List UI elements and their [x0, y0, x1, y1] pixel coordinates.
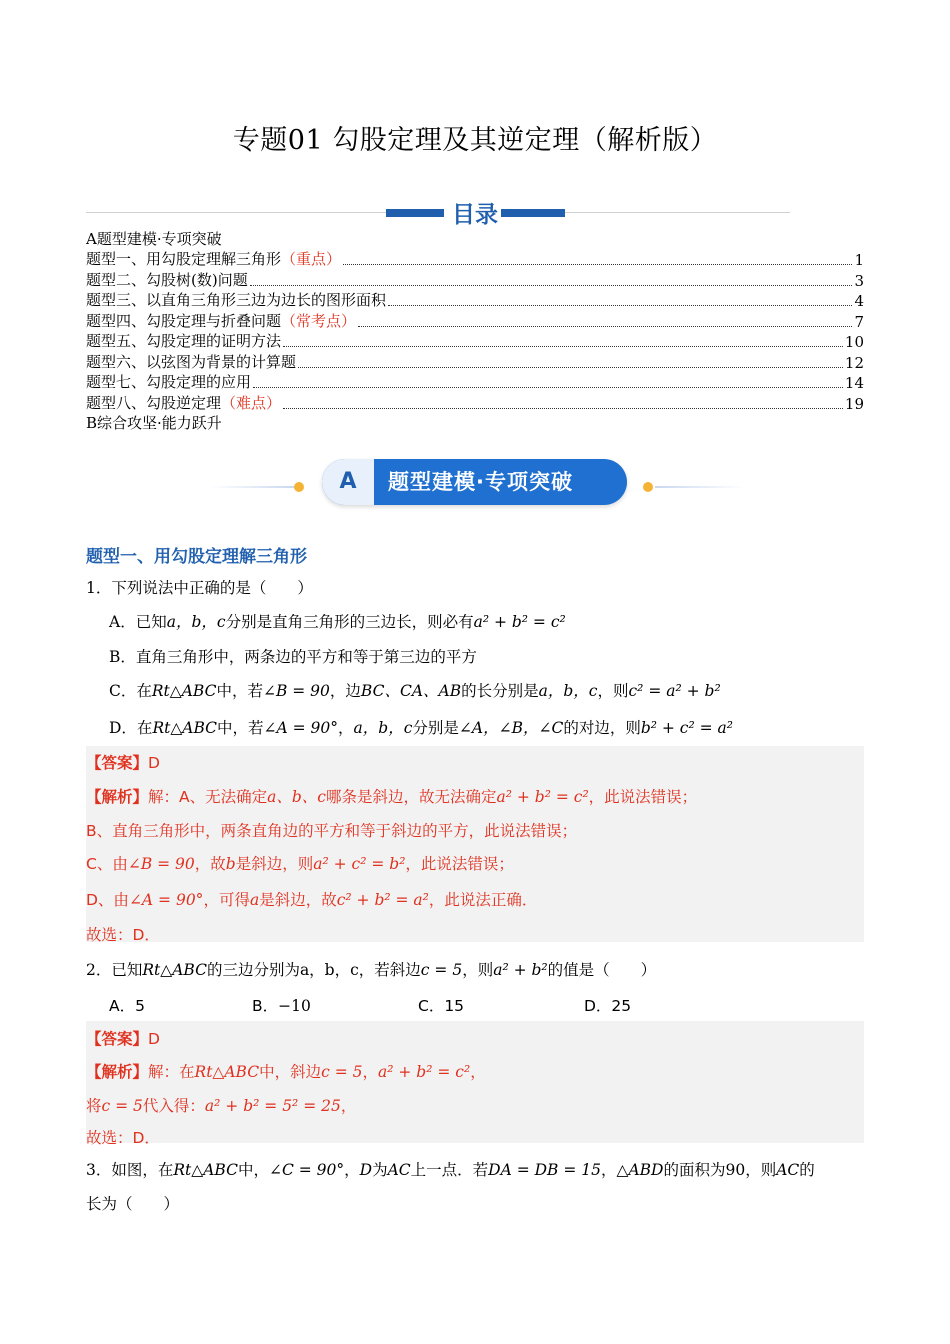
- divider: [655, 486, 745, 488]
- answer-box: [86, 1021, 864, 1143]
- answer-box: [86, 746, 864, 942]
- toc-entry[interactable]: [86, 228, 864, 249]
- option-b: B．−10: [252, 997, 311, 1015]
- toc-entry[interactable]: [86, 392, 864, 413]
- toc-leader: [283, 408, 843, 409]
- section-banner: [322, 459, 627, 505]
- toc-leader: [250, 285, 853, 286]
- divider: [210, 486, 295, 488]
- banner-letter: A: [322, 459, 374, 505]
- toc-entry-label: 题型三、以直角三角形三边为边长的图形面积: [86, 291, 387, 309]
- analysis-line: 【解析】解：A、无法确定a、b、c哪条是斜边，故无法确定a² + b² = c²，此说法错误；: [86, 788, 698, 806]
- toc-leader: [358, 326, 852, 327]
- toc-entry[interactable]: [86, 351, 864, 372]
- toc-page-number: 1: [854, 251, 864, 269]
- toc-leader: [343, 264, 852, 265]
- answer-line: 【答案】D: [86, 754, 160, 772]
- banner-text: 题型建模·专项突破: [388, 470, 573, 494]
- toc-page-number: 7: [854, 312, 864, 331]
- toc-entry-label: 题型一、用勾股定理解三角形: [86, 250, 282, 268]
- toc-entry[interactable]: [86, 413, 864, 434]
- toc-entry-label: 题型八、勾股逆定理: [86, 393, 222, 412]
- toc-entry[interactable]: [86, 310, 864, 331]
- option-d: D．25: [584, 997, 632, 1015]
- analysis-line: D、由∠A = 90°，可得a是斜边，故c² + b² = a²，此说法正确．: [86, 891, 538, 909]
- toc-entry-label: 题型五、勾股定理的证明方法: [86, 332, 282, 350]
- analysis-line: C、由∠B = 90，故b是斜边，则a² + c² = b²，此说法错误；: [86, 855, 514, 873]
- toc-entry-label: 题型七、勾股定理的应用: [86, 373, 252, 391]
- toc-entry[interactable]: [86, 249, 864, 270]
- toc-entry[interactable]: [86, 372, 864, 393]
- analysis-line: 故选：D．: [86, 1129, 160, 1147]
- toc-bar-right: [501, 209, 565, 217]
- option-b: B．直角三角形中，两条边的平方和等于第三边的平方: [109, 648, 477, 666]
- option-a: A．已知a，b，c分别是直角三角形的三边长，则必有a² + b² = c²: [109, 613, 566, 631]
- toc-entry-tag: （常考点）: [281, 311, 357, 330]
- toc-entry-label: 题型四、勾股定理与折叠问题: [86, 311, 282, 330]
- dot-decoration: [294, 482, 304, 492]
- toc-entry[interactable]: [86, 290, 864, 311]
- toc-page-number: 10: [844, 333, 864, 351]
- toc-entry[interactable]: [86, 269, 864, 290]
- toc-leader: [283, 346, 843, 347]
- divider: [565, 212, 790, 213]
- toc-entry[interactable]: [86, 331, 864, 352]
- dot-decoration: [643, 482, 653, 492]
- analysis-line: B、直角三角形中，两条直角边的平方和等于斜边的平方，此说法错误；: [86, 822, 578, 840]
- toc-page-number: 12: [844, 353, 864, 372]
- toc-leader: [388, 305, 852, 306]
- option-a: A．5: [109, 997, 145, 1015]
- question-stem-continued: 长为（ ）: [86, 1195, 180, 1213]
- analysis-line: 【解析】解：在Rt△ABC中，斜边c = 5，a² + b² = c²，: [86, 1063, 486, 1081]
- toc-bar-left: [386, 209, 444, 217]
- toc-entry-label: B综合攻坚·能力跃升: [86, 414, 222, 432]
- question-stem: 3．如图，在Rt△ABC中，∠C = 90°，D为AC上一点．若DA = DB = 15，△ABD的面积为90，则AC的: [86, 1161, 815, 1179]
- toc-entry-label: 题型二、勾股树(数)问题: [86, 270, 248, 289]
- toc-entry-label: 题型六、以弦图为背景的计算题: [86, 352, 297, 371]
- option-c: C．在Rt△ABC中，若∠B = 90，边BC、CA、AB的长分别是a，b，c，则c² = a² + b²: [109, 682, 721, 700]
- option-d: D．在Rt△ABC中，若∠A = 90°，a，b，c分别是∠A，∠B，∠C的对边，则b² + c² = a²: [109, 719, 733, 737]
- toc-entry-tag: （重点）: [281, 250, 342, 268]
- answer-line: 【答案】D: [86, 1030, 160, 1048]
- toc-page-number: 4: [854, 292, 864, 310]
- toc-leader: [253, 387, 843, 388]
- analysis-line: 将c = 5代入得：a² + b² = 5² = 25，: [86, 1097, 357, 1115]
- divider: [86, 212, 386, 213]
- question-stem: 2．已知Rt△ABC的三边分别为a，b，c，若斜边c = 5，则a² + b²的值是（ ）: [86, 961, 657, 979]
- toc-page-number: 19: [844, 394, 864, 413]
- table-of-contents: [86, 228, 864, 433]
- section-heading: 题型一、用勾股定理解三角形: [86, 547, 307, 567]
- analysis-line: 故选：D．: [86, 926, 160, 944]
- toc-title: 目录: [452, 202, 498, 228]
- page-title: 专题01 勾股定理及其逆定理（解析版）: [232, 125, 718, 156]
- toc-leader: [298, 367, 843, 368]
- option-c: C．15: [418, 997, 465, 1015]
- toc-entry-label: A题型建模·专项突破: [86, 229, 222, 248]
- question-stem: 1．下列说法中正确的是（ ）: [86, 579, 313, 597]
- toc-page-number: 14: [844, 374, 864, 392]
- toc-page-number: 3: [854, 271, 864, 290]
- toc-entry-tag: （难点）: [221, 393, 282, 412]
